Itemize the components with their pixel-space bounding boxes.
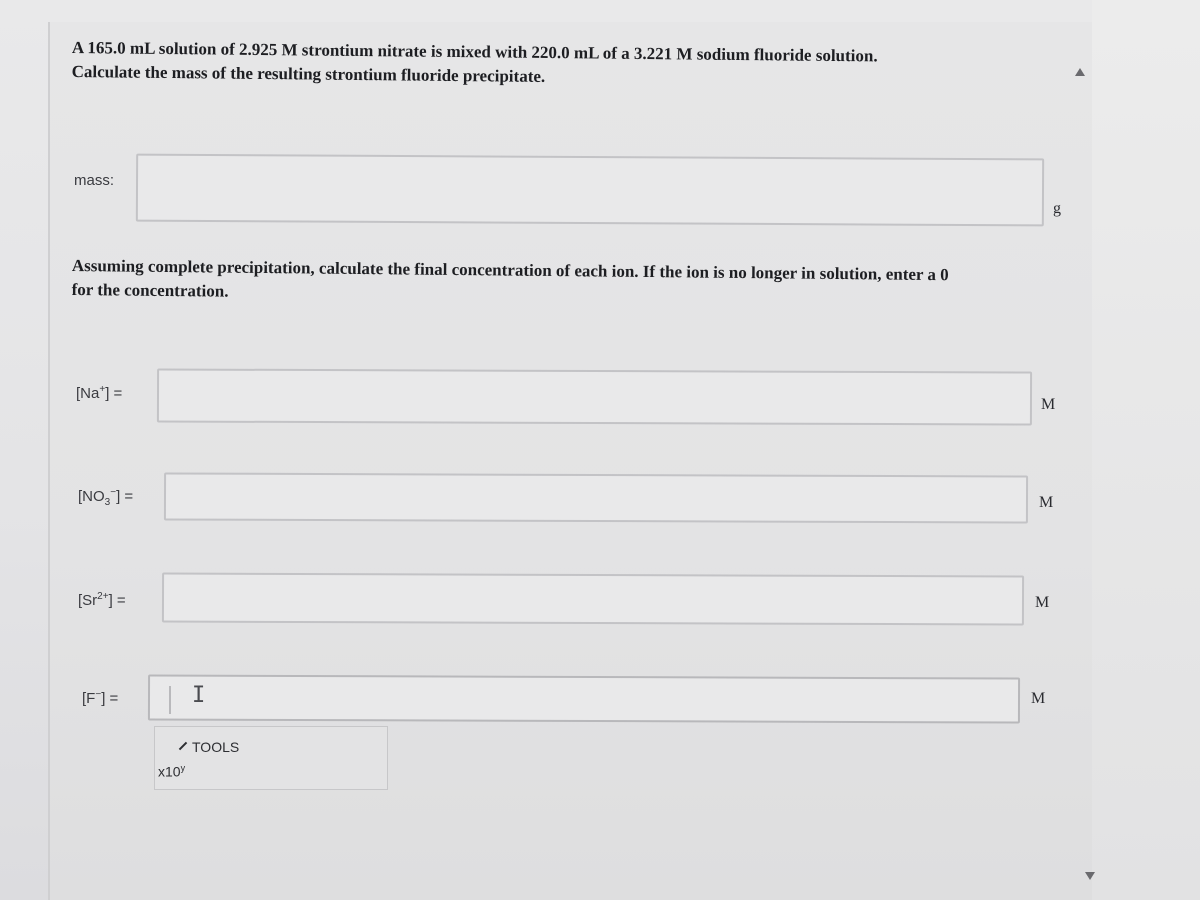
tools-label: TOOLS [192,739,240,755]
followup-line-2: for the concentration. [71,279,229,301]
strontium-label-base: [Sr [78,592,98,609]
sci-base: x10 [158,763,181,780]
followup-line-1: Assuming complete precipitation, calculate the final concentration of each ion. If the ion is no longer in solution, enter a 0 [71,255,949,285]
tools-popup [154,726,388,790]
strontium-input[interactable] [162,572,1024,625]
mass-unit: g [1053,200,1061,217]
nitrate-label-suffix: ] = [116,488,134,505]
fluoride-label-charge: − [95,689,102,700]
question-line-2: Calculate the mass of the resulting strontium fluoride precipitate. [71,61,546,86]
fluoride-unit: M [1031,690,1046,707]
fluoride-label-base: [F [82,690,96,707]
fluoride-label [82,689,118,707]
ibeam-cursor-icon: I [192,683,206,708]
nitrate-label-charge: − [110,487,117,498]
sodium-label-suffix: ] = [105,385,123,402]
nitrate-label-subscript: 3 [104,497,111,508]
fluoride-label-suffix: ] = [101,690,119,707]
text-caret [169,686,171,714]
tools-button[interactable] [178,739,239,755]
side-area [1092,0,1200,900]
sodium-unit: M [1041,396,1056,413]
sodium-input[interactable] [157,368,1032,425]
sodium-label-base: [Na [76,385,100,402]
scroll-down-icon[interactable] [1085,872,1095,880]
fluoride-input[interactable] [148,674,1020,723]
nitrate-label [78,487,133,508]
question-line-1: A 165.0 mL solution of 2.925 M strontium nitrate is mixed with 220.0 mL of a 3.221 M sodium fluoride solution. [71,37,878,66]
nitrate-input[interactable] [164,472,1028,523]
nitrate-label-base: [NO [78,488,105,505]
strontium-unit: M [1035,594,1050,611]
sodium-label [76,384,122,402]
question-text [71,36,1031,94]
strontium-label-charge: 2+ [97,591,109,602]
pencil-icon [179,742,187,750]
nitrate-unit: M [1039,494,1054,511]
strontium-label [78,591,126,609]
sci-exponent: y [180,763,186,773]
mass-input[interactable] [136,154,1044,227]
sodium-label-charge: + [99,384,106,395]
scientific-notation-button[interactable] [158,763,185,780]
mass-label: mass: [74,172,115,189]
scroll-up-icon[interactable] [1075,68,1085,76]
strontium-label-suffix: ] = [108,592,126,609]
